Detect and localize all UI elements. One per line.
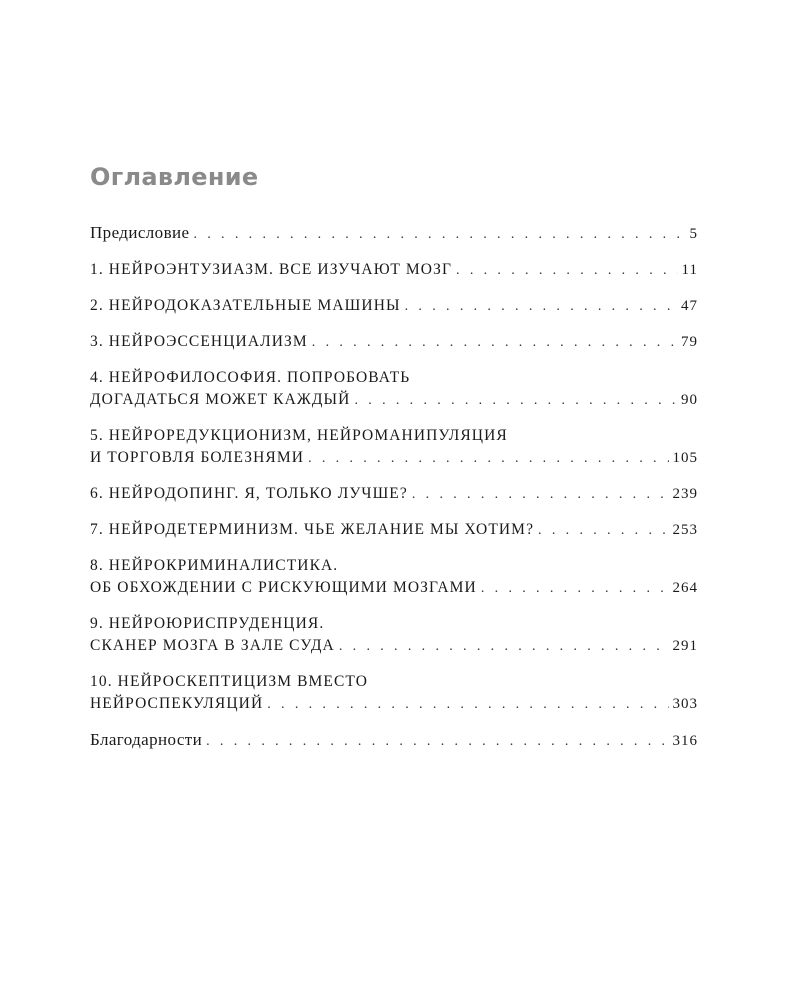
toc-page-number: 90 [681, 392, 698, 408]
toc-page-number: 47 [681, 298, 698, 314]
toc-page-number: 291 [672, 638, 698, 654]
dot-leader [267, 694, 668, 716]
dot-leader [312, 332, 677, 354]
table-of-contents [90, 222, 698, 766]
toc-entry-line [90, 635, 698, 658]
toc-entry-title: И ТОРГОВЛЯ БОЛЕЗНЯМИ [90, 449, 305, 466]
dot-leader [405, 296, 677, 318]
dot-leader [206, 731, 668, 753]
toc-entry [90, 519, 698, 542]
toc-entry [90, 331, 698, 354]
toc-entry [90, 613, 698, 658]
toc-entry-title: Предисловие [90, 223, 190, 242]
dot-leader [308, 448, 668, 470]
toc-page-number: 253 [672, 522, 698, 538]
toc-entry-title: ОБ ОБХОЖДЕНИИ С РИСКУЮЩИМИ МОЗГАМИ [90, 579, 477, 596]
dot-leader [193, 224, 685, 246]
toc-entry-title-line: 10. НЕЙРОСКЕПТИЦИЗМ ВМЕСТО [90, 673, 369, 690]
toc-entry-line [90, 295, 698, 318]
toc-entry-title-line: 8. НЕЙРОКРИМИНАЛИСТИКА. [90, 557, 339, 574]
toc-entry-title-line: 4. НЕЙРОФИЛОСОФИЯ. ПОПРОБОВАТЬ [90, 369, 411, 386]
toc-entry-title: НЕЙРОСПЕКУЛЯЦИЙ [90, 695, 264, 712]
toc-entry-title-line: 5. НЕЙРОРЕДУКЦИОНИЗМ, НЕЙРОМАНИПУЛЯЦИЯ [90, 427, 508, 444]
dot-leader [354, 390, 677, 412]
toc-entry-title: 7. НЕЙРОДЕТЕРМИНИЗМ. ЧЬЕ ЖЕЛАНИЕ МЫ ХОТИМ? [90, 521, 535, 538]
toc-entry-line [90, 259, 698, 282]
toc-entry-line [90, 447, 698, 470]
toc-entry-line [90, 389, 698, 412]
dot-leader [456, 260, 678, 282]
toc-entry-line [90, 577, 698, 600]
toc-entry-title: ДОГАДАТЬСЯ МОЖЕТ КАЖДЫЙ [90, 391, 351, 408]
toc-entry-line [90, 483, 698, 506]
toc-page-number: 303 [672, 696, 698, 712]
toc-page-number: 105 [672, 450, 698, 466]
toc-entry [90, 483, 698, 506]
toc-entry [90, 729, 698, 753]
toc-heading: Оглавление [90, 163, 259, 191]
toc-entry [90, 671, 698, 716]
dot-leader [339, 636, 669, 658]
toc-entry-title: 3. НЕЙРОЭССЕНЦИАЛИЗМ [90, 333, 308, 350]
toc-entry [90, 295, 698, 318]
toc-entry [90, 425, 698, 470]
toc-entry-line [90, 519, 698, 542]
toc-entry-title: 6. НЕЙРОДОПИНГ. Я, ТОЛЬКО ЛУЧШЕ? [90, 485, 408, 502]
dot-leader [538, 520, 668, 542]
toc-entry-line [90, 222, 698, 246]
toc-entry-title: 2. НЕЙРОДОКАЗАТЕЛЬНЫЕ МАШИНЫ [90, 297, 401, 314]
toc-entry-title: 1. НЕЙРОЭНТУЗИАЗМ. ВСЕ ИЗУЧАЮТ МОЗГ [90, 261, 453, 278]
toc-entry-line [90, 693, 698, 716]
dot-leader [412, 484, 669, 506]
toc-entry-line [90, 729, 698, 753]
toc-entry-title: Благодарности [90, 730, 203, 749]
dot-leader [481, 578, 669, 600]
toc-entry-title: СКАНЕР МОЗГА В ЗАЛЕ СУДА [90, 637, 335, 654]
toc-page-number: 316 [672, 733, 698, 749]
toc-page-number: 264 [672, 580, 698, 596]
toc-entry [90, 222, 698, 246]
toc-page-number: 11 [681, 262, 698, 278]
toc-entry [90, 555, 698, 600]
toc-entry [90, 367, 698, 412]
toc-entry [90, 259, 698, 282]
toc-page-number: 239 [672, 486, 698, 502]
toc-entry-line [90, 331, 698, 354]
toc-page-number: 5 [689, 226, 698, 242]
toc-entry-title-line: 9. НЕЙРОЮРИСПРУДЕНЦИЯ. [90, 615, 325, 632]
toc-page-number: 79 [681, 334, 698, 350]
